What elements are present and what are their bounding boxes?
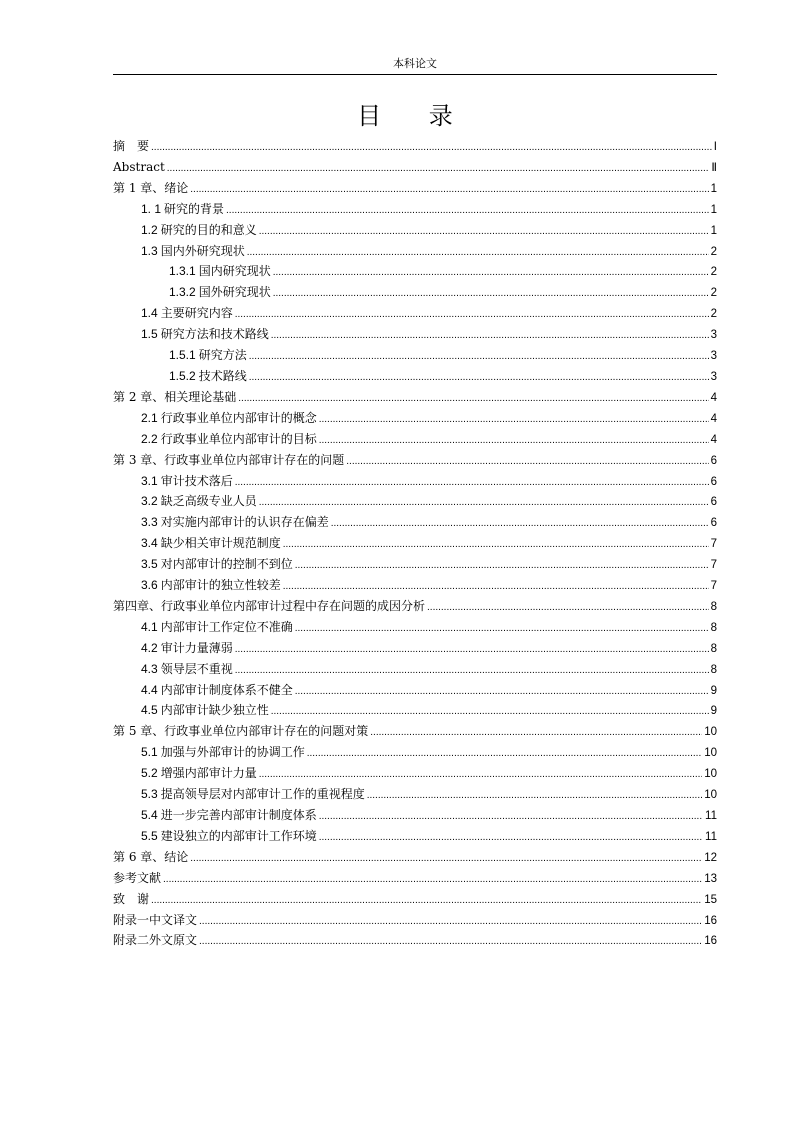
toc-leader-dots — [238, 389, 708, 409]
toc-entry-text: 附录二外文原文 — [113, 933, 198, 948]
toc-page-number: 16 — [704, 935, 717, 948]
toc-entry-text: 提高领导层对内部审计工作的重视程度 — [160, 787, 365, 802]
toc-leader-dots — [427, 598, 709, 618]
toc-leader-dots — [163, 870, 702, 890]
toc-entry-number: 5.2 — [141, 766, 158, 781]
toc-entry-label — [113, 868, 161, 888]
toc-entry[interactable] — [113, 784, 717, 805]
toc-entry[interactable] — [113, 199, 717, 220]
toc-leader-dots — [151, 891, 702, 911]
toc-entry[interactable] — [113, 241, 717, 262]
toc-page-number: 4 — [710, 412, 717, 425]
toc-page-number: Ⅱ — [711, 161, 717, 174]
toc-entry-number: 1.5.2 — [169, 368, 196, 383]
toc-leader-dots — [271, 702, 709, 722]
toc-page-number: 11 — [705, 810, 717, 822]
toc-page-number: 2 — [710, 308, 717, 321]
toc-entry-label — [141, 303, 233, 323]
toc-leader-dots — [319, 410, 709, 430]
toc-entry-text: 增强内部审计力量 — [160, 766, 257, 781]
toc-entry-text: Abstract — [113, 159, 165, 174]
toc-page-number: 3 — [710, 370, 717, 383]
toc-entry-text: 内部审计缺少独立性 — [160, 703, 269, 718]
toc-entry[interactable] — [113, 930, 717, 951]
toc-entry-label — [141, 491, 257, 511]
toc-page-number: 6 — [710, 517, 717, 530]
toc-entry-text: 内部审计工作定位不准确 — [160, 619, 293, 634]
toc-entry[interactable] — [113, 868, 717, 889]
toc-leader-dots — [235, 661, 709, 681]
toc-leader-dots — [307, 744, 703, 764]
toc-entry[interactable] — [113, 178, 717, 199]
toc-entry-text: 研究方法和技术路线 — [160, 327, 269, 342]
toc-leader-dots — [151, 138, 712, 158]
toc-page-number: 8 — [710, 663, 717, 676]
toc-entry-number: 4.2 — [141, 640, 158, 655]
toc-leader-dots — [259, 493, 709, 513]
toc-entry[interactable] — [113, 617, 717, 638]
toc-entry[interactable] — [113, 805, 717, 826]
toc-leader-dots — [226, 201, 709, 221]
toc-entry-text: 附录一中文译文 — [113, 912, 198, 927]
toc-entry-label — [169, 282, 271, 302]
toc-page-number: 2 — [710, 245, 717, 258]
toc-entry-label — [141, 805, 317, 825]
toc-entry-label — [141, 638, 233, 658]
toc-entry-text: 第 5 章、行政事业单位内部审计存在的问题对策 — [113, 724, 369, 739]
toc-page-number: 8 — [710, 642, 717, 655]
toc-leader-dots — [247, 243, 709, 263]
toc-entry-number: 5.1 — [141, 745, 158, 760]
toc-entry-number: 4.4 — [141, 682, 158, 697]
toc-entry[interactable] — [113, 157, 717, 178]
toc-entry-text: 审计技术落后 — [160, 473, 233, 488]
toc-entry[interactable] — [113, 847, 717, 868]
toc-entry[interactable] — [113, 450, 717, 471]
toc-entry-label — [141, 241, 245, 261]
toc-leader-dots — [370, 723, 702, 743]
toc-entry-label — [141, 324, 269, 344]
toc-entry-number: 1.3.2 — [169, 285, 196, 300]
toc-page-number: 4 — [710, 391, 717, 404]
toc-entry-label — [141, 826, 317, 846]
toc-entry[interactable] — [113, 659, 717, 680]
toc-entry[interactable] — [113, 408, 717, 429]
toc-entry-label — [169, 345, 247, 365]
toc-entry-number: 1.5 — [141, 327, 158, 342]
toc-entry[interactable] — [113, 491, 717, 512]
toc-page-number: 8 — [710, 600, 717, 613]
toc-entry-label — [141, 680, 293, 700]
toc-entry-label — [141, 763, 257, 783]
toc-entry[interactable] — [113, 282, 717, 303]
toc-entry-text: 技术路线 — [198, 368, 247, 383]
toc-page-number: 11 — [705, 830, 717, 843]
toc-leader-dots — [319, 807, 703, 827]
toc-entry-label — [113, 721, 368, 741]
toc-leader-dots — [249, 368, 709, 388]
toc-leader-dots — [273, 263, 709, 283]
toc-entry[interactable] — [113, 512, 717, 533]
toc-leader-dots — [273, 284, 709, 304]
toc-entry[interactable] — [113, 303, 717, 324]
toc-page-number: 2 — [710, 287, 717, 300]
toc-entry-label — [169, 366, 247, 386]
toc-leader-dots — [167, 159, 710, 179]
toc-page-number: 8 — [710, 621, 717, 634]
toc-entry-text: 国内外研究现状 — [160, 243, 245, 258]
toc-page-number: 10 — [704, 768, 717, 781]
toc-page-number: 6 — [710, 475, 717, 488]
toc-entry-label — [141, 742, 305, 762]
toc-entry-text: 内部审计制度体系不健全 — [160, 682, 293, 697]
toc-entry-text: 缺乏高级专业人员 — [160, 494, 257, 509]
toc-entry-label — [113, 596, 425, 616]
toc-leader-dots — [259, 765, 703, 785]
toc-leader-dots — [249, 347, 709, 367]
toc-page-number: 9 — [710, 684, 717, 697]
toc-page-number: 10 — [704, 747, 717, 760]
toc-leader-dots — [235, 640, 709, 660]
toc-entry-text: 国内研究现状 — [198, 264, 271, 279]
toc-page-number: 3 — [710, 350, 717, 363]
toc-entry[interactable] — [113, 889, 717, 910]
toc-entry-number: 2.2 — [141, 431, 158, 446]
toc-entry[interactable] — [113, 680, 717, 701]
toc-entry-number: 1. 1 — [141, 201, 162, 216]
toc-entry-label — [141, 659, 233, 679]
toc-entry[interactable] — [113, 763, 717, 784]
toc-entry-number: 2.1 — [141, 410, 158, 425]
toc-page-number: 6 — [710, 496, 717, 509]
toc-entry[interactable] — [113, 366, 717, 387]
table-of-contents — [113, 136, 717, 951]
toc-entry[interactable] — [113, 220, 717, 241]
toc-leader-dots — [271, 326, 709, 346]
toc-entry-text: 研究方法 — [198, 348, 247, 363]
toc-entry-label — [141, 575, 281, 595]
toc-page-number: 7 — [710, 538, 717, 551]
toc-entry[interactable] — [113, 136, 717, 157]
toc-page-number: 10 — [704, 726, 717, 739]
toc-entry[interactable] — [113, 700, 717, 721]
toc-entry-label — [113, 450, 344, 470]
toc-entry-text: 第 2 章、相关理论基础 — [113, 389, 237, 404]
toc-entry-text: 对实施内部审计的认识存在偏差 — [160, 515, 329, 530]
toc-leader-dots — [367, 786, 703, 806]
toc-page-number: 2 — [710, 266, 717, 279]
toc-entry-text: 第四章、行政事业单位内部审计过程中存在问题的成因分析 — [113, 598, 426, 613]
toc-leader-dots — [190, 180, 708, 200]
toc-page-number: 1 — [710, 203, 717, 216]
toc-leader-dots — [259, 222, 709, 242]
toc-entry-label — [141, 199, 224, 219]
toc-entry[interactable] — [113, 721, 717, 742]
toc-entry[interactable] — [113, 575, 717, 596]
toc-entry[interactable] — [113, 596, 717, 617]
toc-entry-number: 5.5 — [141, 828, 158, 843]
toc-title: 目 录 — [357, 102, 473, 130]
page-header: 本科论文 — [113, 55, 717, 75]
toc-entry-number: 3.6 — [141, 578, 158, 593]
toc-entry-text: 行政事业单位内部审计的目标 — [160, 431, 317, 446]
toc-leader-dots — [235, 305, 709, 325]
toc-entry[interactable] — [113, 387, 717, 408]
toc-page-number: I — [713, 141, 717, 153]
toc-entry[interactable] — [113, 910, 717, 931]
toc-page-number: 4 — [710, 433, 717, 446]
toc-entry-label — [113, 387, 236, 407]
toc-entry[interactable] — [113, 554, 717, 575]
toc-entry-number: 1.3.1 — [169, 264, 196, 279]
toc-entry-text: 致 谢 — [113, 891, 150, 906]
toc-page-number: 1 — [710, 224, 717, 237]
toc-page-number: 13 — [704, 872, 717, 885]
toc-entry-text: 第 1 章、绪论 — [113, 180, 189, 195]
toc-leader-dots — [283, 535, 709, 555]
toc-entry-number: 3.3 — [141, 515, 158, 530]
toc-leader-dots — [319, 828, 703, 848]
toc-entry-label — [141, 471, 233, 491]
toc-entry-text: 对内部审计的控制不到位 — [160, 557, 293, 572]
toc-entry-label — [141, 617, 293, 637]
toc-page-number: 1 — [710, 182, 717, 195]
toc-entry-label — [113, 910, 197, 930]
toc-entry-text: 内部审计的独立性较差 — [160, 578, 281, 593]
toc-entry-text: 主要研究内容 — [160, 306, 233, 321]
toc-leader-dots — [199, 932, 702, 952]
toc-entry[interactable] — [113, 742, 717, 763]
toc-leader-dots — [235, 473, 709, 493]
toc-entry-number: 3.2 — [141, 494, 158, 509]
toc-entry-label — [169, 261, 271, 281]
toc-entry-number: 1.4 — [141, 306, 158, 321]
toc-entry-text: 摘 要 — [113, 139, 150, 153]
toc-entry-text: 参考文献 — [113, 870, 162, 885]
toc-page-number: 6 — [710, 454, 717, 467]
toc-leader-dots — [319, 431, 709, 451]
toc-entry[interactable] — [113, 826, 717, 847]
toc-entry[interactable] — [113, 471, 717, 492]
toc-entry-text: 审计力量薄弱 — [160, 640, 233, 655]
toc-entry-label — [113, 930, 197, 950]
toc-page-number: 7 — [710, 559, 717, 572]
toc-entry-number: 4.5 — [141, 703, 158, 718]
toc-entry-text: 研究的目的和意义 — [160, 222, 257, 237]
toc-entry[interactable] — [113, 324, 717, 345]
toc-entry[interactable] — [113, 345, 717, 366]
toc-entry[interactable] — [113, 533, 717, 554]
toc-leader-dots — [295, 556, 709, 576]
toc-entry-label — [141, 220, 257, 240]
toc-page-number: 16 — [704, 914, 717, 927]
toc-entry[interactable] — [113, 638, 717, 659]
toc-entry-number: 1.3 — [141, 243, 158, 258]
toc-leader-dots — [346, 452, 708, 472]
toc-page-number: 10 — [704, 789, 717, 802]
toc-entry-label — [113, 178, 188, 198]
toc-entry-number: 4.1 — [141, 619, 158, 634]
toc-entry-label — [141, 533, 281, 553]
toc-leader-dots — [190, 849, 702, 869]
toc-entry-text: 加强与外部审计的协调工作 — [160, 745, 305, 760]
toc-entry-number: 4.3 — [141, 661, 158, 676]
toc-entry-text: 国外研究现状 — [198, 285, 271, 300]
toc-entry-label — [141, 554, 293, 574]
toc-entry-label — [113, 847, 188, 867]
toc-entry-label — [141, 700, 269, 720]
toc-entry-label — [141, 512, 329, 532]
toc-entry-text: 建设独立的内部审计工作环境 — [160, 828, 317, 843]
toc-leader-dots — [295, 619, 709, 639]
toc-entry-number: 1.5.1 — [169, 348, 196, 363]
toc-entry-text: 第 6 章、结论 — [113, 849, 189, 864]
toc-entry-number: 1.2 — [141, 222, 158, 237]
toc-entry[interactable] — [113, 261, 717, 282]
toc-entry-text: 进一步完善内部审计制度体系 — [160, 808, 317, 822]
toc-leader-dots — [331, 514, 709, 534]
toc-entry-number: 5.3 — [141, 787, 158, 802]
toc-entry-label — [113, 889, 149, 909]
toc-entry-number: 3.5 — [141, 557, 158, 572]
toc-page-number: 7 — [710, 580, 717, 593]
toc-entry-text: 缺少相关审计规范制度 — [160, 536, 281, 551]
toc-entry-label — [141, 429, 317, 449]
toc-leader-dots — [283, 577, 709, 597]
toc-leader-dots — [295, 682, 709, 702]
toc-page-number: 3 — [710, 329, 717, 342]
toc-page-number: 15 — [704, 893, 717, 906]
toc-entry-text: 研究的背景 — [164, 201, 225, 216]
toc-entry-label — [113, 157, 165, 177]
toc-page-number: 12 — [704, 851, 717, 864]
toc-entry-label — [141, 408, 317, 428]
toc-entry-number: 3.4 — [141, 536, 158, 551]
toc-leader-dots — [199, 912, 702, 932]
toc-entry[interactable] — [113, 429, 717, 450]
toc-entry-number: 5.4 — [141, 808, 158, 822]
toc-entry-label — [141, 784, 365, 804]
toc-entry-text: 领导层不重视 — [160, 661, 233, 676]
toc-entry-label — [113, 136, 149, 156]
toc-page-number: 9 — [710, 705, 717, 718]
toc-entry-text: 第 3 章、行政事业单位内部审计存在的问题 — [113, 452, 345, 467]
toc-entry-text: 行政事业单位内部审计的概念 — [160, 410, 317, 425]
toc-entry-number: 3.1 — [141, 473, 158, 488]
